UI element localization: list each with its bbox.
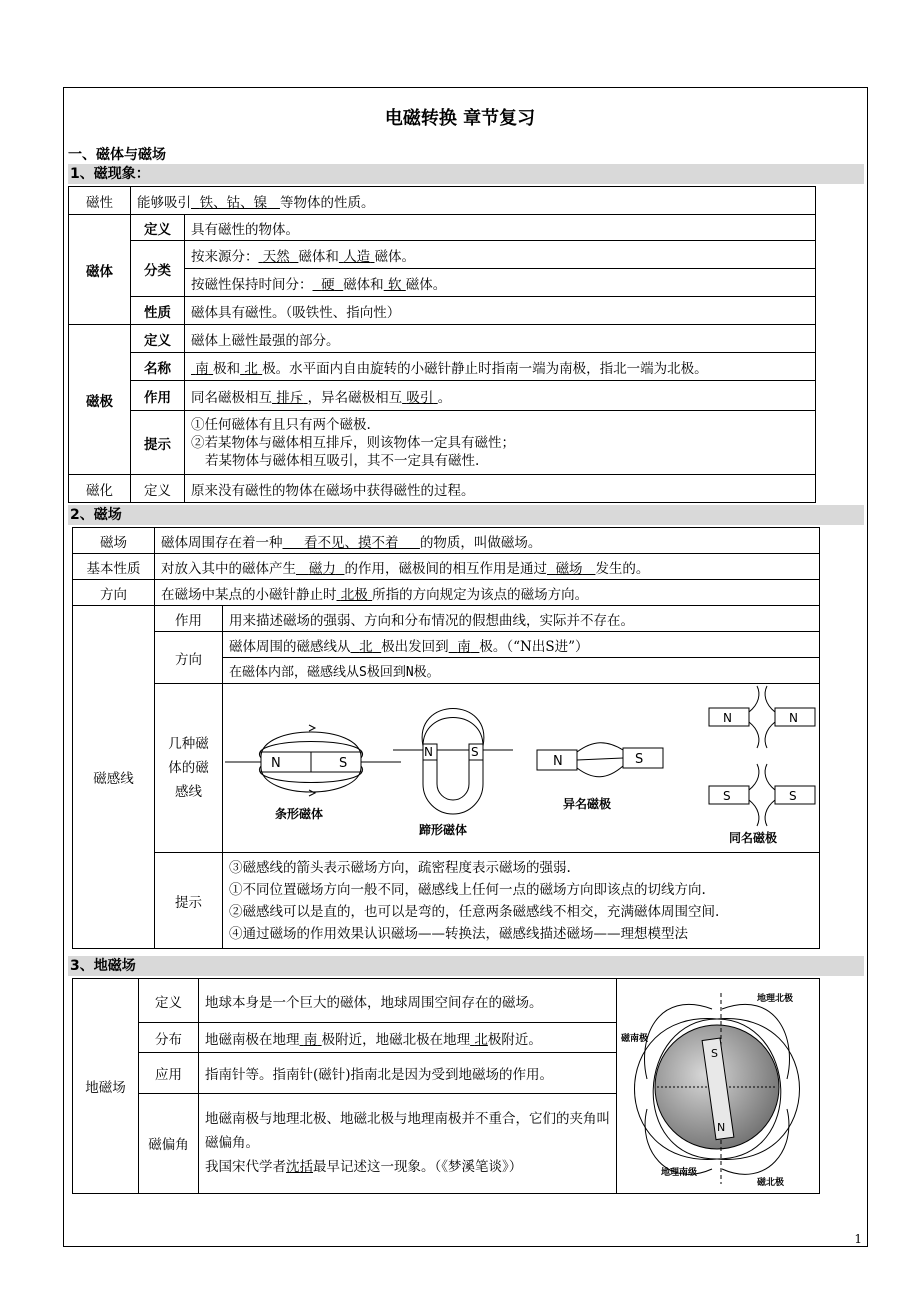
table-row <box>73 528 820 554</box>
subsection-heading-2: 2、磁场 <box>68 505 864 525</box>
cell-text: 磁体周围的磁感线从 北 极出发回到 南 极。（“N出S进”） <box>223 632 820 658</box>
magnetism-table <box>68 186 816 503</box>
earth-field-table <box>72 978 820 1194</box>
table-row <box>69 381 816 411</box>
field-table <box>72 527 820 949</box>
row-sublabel: 几种磁体的磁感线 <box>155 684 223 853</box>
cell-text: 在磁场中某点的小磁针静止时 北极 所指的方向规定为该点的磁场方向。 <box>155 580 820 606</box>
same-poles-diagram <box>709 686 815 845</box>
table-row <box>69 297 816 325</box>
cell-text: 地磁南极在地理 南 极附近，地磁北极在地理 北极附近。 <box>199 1023 617 1053</box>
row-sublabel: 作用 <box>155 606 223 632</box>
row-sublabel: 分布 <box>139 1023 199 1053</box>
table-row <box>73 580 820 606</box>
table-row <box>73 979 820 1023</box>
row-sublabel: 应用 <box>139 1053 199 1093</box>
cell-text: 磁体周围存在着一种 看不见、摸不着 的物质，叫做磁场。 <box>155 528 820 554</box>
row-label: 磁场 <box>73 528 155 554</box>
cell-text: ①任何磁体有且只有两个磁极. ②若某物体与磁体相互排斥，则该物体一定具有磁性； 若某物体与磁体相互吸引，其不一定具有磁性. <box>185 411 816 475</box>
table-row <box>69 187 816 215</box>
pole-label: S <box>711 1047 718 1060</box>
section-heading: 一、磁体与磁场 <box>68 147 166 163</box>
table-row <box>69 325 816 353</box>
diagram-caption: 蹄形磁体 <box>419 823 468 837</box>
row-sublabel: 提示 <box>131 411 185 475</box>
row-label: 地磁场 <box>73 979 139 1194</box>
row-label: 磁化 <box>69 475 131 503</box>
row-sublabel: 定义 <box>139 979 199 1023</box>
subsection-heading-3: 3、地磁场 <box>68 956 864 976</box>
cell-text: 对放入其中的磁体产生 磁力 的作用，磁极间的相互作用是通过 磁场 发生的。 <box>155 554 820 580</box>
table-row <box>73 853 820 949</box>
pole-label: S <box>723 789 731 803</box>
label-mag-north: 磁北极 <box>757 1178 785 1188</box>
pole-label: N <box>553 754 563 769</box>
cell-text: 南 极和 北 极。水平面内自由旋转的小磁针静止时指南一端为南极，指北一端为北极。 <box>185 353 816 381</box>
opposite-poles-diagram <box>537 743 663 811</box>
row-sublabel: 名称 <box>131 353 185 381</box>
row-label: 磁体 <box>69 215 131 325</box>
row-label: 磁感线 <box>73 606 155 949</box>
pole-label: N <box>789 711 798 725</box>
diagram-caption: 条形磁体 <box>275 807 324 821</box>
row-sublabel: 方向 <box>155 632 223 684</box>
table-row <box>69 475 816 503</box>
table-row <box>73 554 820 580</box>
row-label: 磁极 <box>69 325 131 475</box>
cell-text: 按来源分： 天然 磁体和 人造 磁体。 <box>185 241 816 269</box>
table-row <box>69 215 816 241</box>
row-sublabel: 定义 <box>131 475 185 503</box>
label-geo-north: 地理北极 <box>757 994 794 1004</box>
cell-text: 能够吸引 铁、钴、镍 等物体的性质。 <box>131 187 816 215</box>
cell-text: 用来描述磁场的强弱、方向和分布情况的假想曲线，实际并不存在。 <box>223 606 820 632</box>
table-row <box>69 241 816 269</box>
pole-label: N <box>271 756 281 771</box>
cell-text: ③磁感线的箭头表示磁场方向，疏密程度表示磁场的强弱. ①不同位置磁场方向一般不同，磁感线上任何一点的磁场方向即该点的切线方向. ②磁感线可以是直的，也可以是弯的，任意两条磁感线不相交，充满磁体周围空间. ④通过磁场的作用效果认识磁场——转换法，磁感线描述磁场——理想模型法 <box>223 853 820 949</box>
diagram-caption: 同名磁极 <box>729 831 778 845</box>
subsection-heading-1: 1、磁现象： <box>68 164 864 184</box>
pole-label: N <box>723 711 732 725</box>
row-sublabel: 定义 <box>131 215 185 241</box>
table-row <box>73 606 820 632</box>
diagram-caption: 异名磁极 <box>563 797 612 811</box>
table-row <box>73 632 820 658</box>
row-sublabel: 定义 <box>131 325 185 353</box>
pole-label: N <box>424 745 433 759</box>
cell-text: 按磁性保持时间分： 硬 磁体和 软 磁体。 <box>185 269 816 297</box>
page-number: 1 <box>854 1232 862 1246</box>
row-label: 基本性质 <box>73 554 155 580</box>
cell-text: 指南针等。指南针(磁针)指南北是因为受到地磁场的作用。 <box>199 1053 617 1093</box>
cell-text: 地球本身是一个巨大的磁体，地球周围空间存在的磁场。 <box>199 979 617 1023</box>
table-row <box>69 411 816 475</box>
label-geo-south: 地理南级 <box>661 1168 698 1178</box>
horseshoe-magnet-diagram <box>393 709 513 838</box>
pole-label: S <box>635 752 644 767</box>
row-sublabel: 提示 <box>155 853 223 949</box>
pole-label: S <box>471 745 479 759</box>
row-sublabel: 分类 <box>131 241 185 297</box>
cell-text: 在磁体内部，磁感线从S极回到N极。 <box>223 658 820 684</box>
cell-text: 同名磁极相互 排斥 ，异名磁极相互 吸引 。 <box>185 381 816 411</box>
cell-text: 磁体具有磁性。（吸铁性、指向性） <box>185 297 816 325</box>
row-sublabel: 性质 <box>131 297 185 325</box>
bar-magnet-diagram <box>225 725 401 821</box>
page-title: 电磁转换 章节复习 <box>384 108 536 129</box>
field-lines-diagram <box>223 684 819 848</box>
row-sublabel: 磁偏角 <box>139 1093 199 1194</box>
row-label: 磁性 <box>69 187 131 215</box>
diagram-cell <box>223 684 820 853</box>
cell-text: 磁体上磁性最强的部分。 <box>185 325 816 353</box>
cell-text: 地磁南极与地理北极、地磁北极与地理南极并不重合，它们的夹角叫磁偏角。 我国宋代学者沈括最早记述这一现象。（《梦溪笔谈》） <box>199 1093 617 1194</box>
pole-label: S <box>789 789 797 803</box>
earth-field-diagram <box>617 979 819 1189</box>
pole-label: S <box>339 756 348 771</box>
table-row <box>69 353 816 381</box>
earth-diagram-cell <box>617 979 820 1194</box>
row-label: 方向 <box>73 580 155 606</box>
cell-text: 原来没有磁性的物体在磁场中获得磁性的过程。 <box>185 475 816 503</box>
table-row <box>73 684 820 853</box>
label-mag-south: 磁南极 <box>621 1034 649 1044</box>
cell-text: 具有磁性的物体。 <box>185 215 816 241</box>
pole-label: N <box>717 1121 726 1134</box>
row-sublabel: 作用 <box>131 381 185 411</box>
